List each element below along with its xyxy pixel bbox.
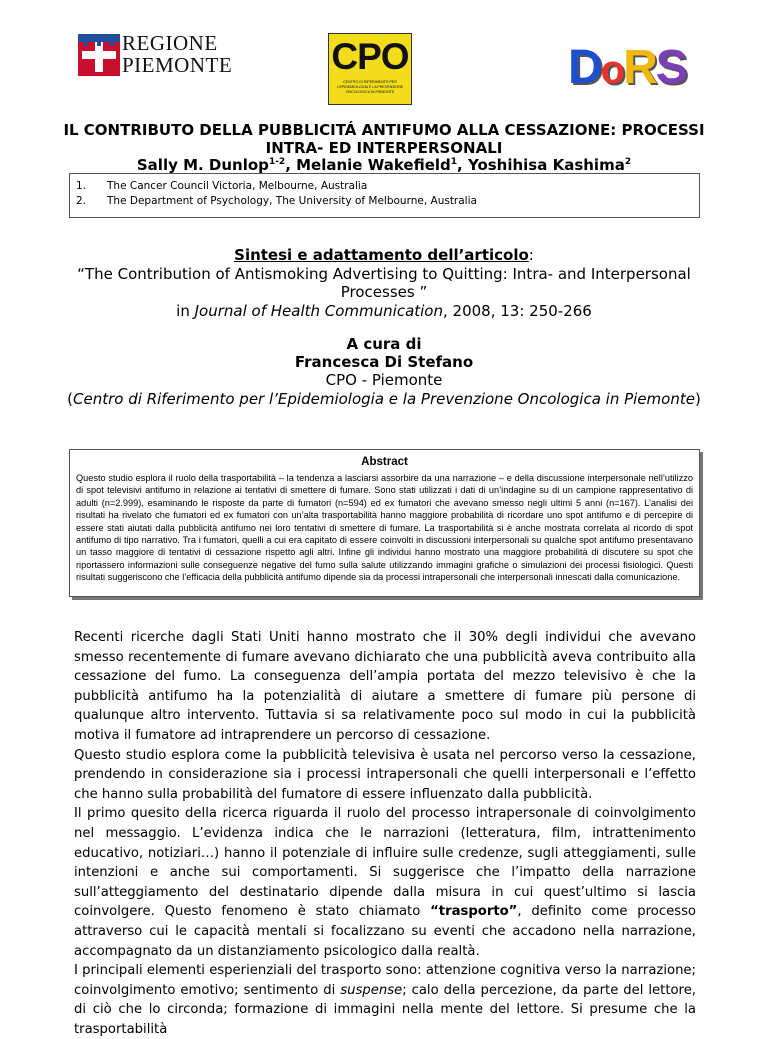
body-paragraph: Recenti ricerche dagli Stati Uniti hanno mostrato che il 30% degli individui che avevano smesso recentemente di fumare avevano dichiarato che una pubblicità aveva contribuito alla cessazione del fumo. La conseguenza dell’ampia portata del mezzo televisivo è che la pubblicità antifumo ha la potenzialità di aiutare a smettere di fumare più persone di qualunque altro intervento. Tuttavia si sa relativamente poco sul modo in cui la pubblicità motiva il fumatore ad intraprendere un percorso di cessazione. — [74, 630, 696, 743]
body-text-run: Il primo quesito della ricerca riguarda il ruolo del processo intrapersonale di coinvolgimento nel messaggio. L’evidenza indica che le narrazioni (letteratura, film, intrattenimento educativo, notiziari…) hanno il potenziale di influire sulle credenze, sugli atteggiamenti, sulle intenzioni e anche sui comportamenti. Si suggerisce che l’impatto della narrazione sull’atteggiamento del destinatario dipende dalla misura in cui quest’ultimo si lascia coinvolgere. Questo fenomeno è stato chiamato — [74, 806, 696, 920]
body-text — [74, 628, 696, 1039]
curator-label: A cura di — [346, 335, 422, 353]
cpo-logo-subtitle: CENTRO DI RIFERIMENTO PER L'EPIDEMIOLOGIA E LA PREVENZIONE ONCOLOGICA IN PIEMONTE — [336, 80, 404, 94]
dors-logo — [568, 37, 686, 99]
regione-logo-line2: PIEMONTE — [122, 53, 233, 77]
curator-name: Francesca Di Stefano — [294, 353, 474, 371]
body-text-run: ; calo della percezione, da parte del lettore, di ciò che lo circonda; formazione di immagini nella mente del lettore. Si presume che la trasportabilità — [74, 982, 696, 1037]
curator-org-full — [0, 390, 768, 409]
affiliations-box — [69, 173, 700, 218]
article-title-line1: “The Contribution of Antismoking Advertising to Quitting: Intra- and Interpersonal — [77, 265, 691, 283]
summary-heading-colon: : — [528, 246, 534, 264]
journal-name: Journal of Health Communication — [194, 302, 443, 320]
author-separator: , — [285, 156, 297, 174]
author-name: Sally M. Dunlop — [136, 156, 269, 174]
abstract-text: Questo studio esplora il ruolo della trasportabilità – la tendenza a lasciarsi assorbire da una narrazione – e della discussione interpersonale nell’utilizzo di spot televisivi antifumo in relazione ai tentativi di smettere di fumare. Sono stati utilizzati i dati di un’indagine su di un campione rappresentativo di adulti (n=2.999), esaminando le risposte da parte di fumatori (n=594) ed ex fumatori che avevano smesso negli ultimi 5 anni (n=167). L’analisi dei risultati ha rivelato che fumatori ed ex fumatori con un’alta trasportabilità hanno maggiore probabilità di ricordare uno spot antifumo e di percepire di essere stati aiutati dalla pubblicità antifumo nei loro tentativi di smettere di fumare. La trasportabilità si è anche mostrata correlata al ricordo di spot antifumo di tipo narrativo. Tra i fumatori, quelli a cui era capitato di essere coinvolti in discussioni interpersonali su qualche spot antifumo presentavano un tasso maggiore di tentativi di cessazione rispetto agli altri. Infine gli individui hanno mostrato una maggiore probabilità di discutere su spot che riportassero informazioni sulle conseguenze negative del fumo sulla salute utilizzando immagini grafiche o simulazioni dei processi fisiologici. Questi risultati suggeriscono che l’efficacia della pubblicità antifumo dipende sia da processi intrapersonali che interpersonali innescati dalla comunicazione. — [76, 473, 693, 583]
dors-logo-letter: S — [655, 41, 686, 94]
citation-reference: , 2008, 13: 250-266 — [443, 302, 592, 320]
curator-org-full-text: Centro di Riferimento per l’Epidemiologia e la Prevenzione Oncologica in Piemonte — [73, 390, 695, 408]
regione-logo-line1: REGIONE — [122, 31, 218, 55]
document-title-line2: INTRA- ED INTERPERSONALI — [265, 139, 503, 157]
summary-heading — [0, 246, 768, 265]
body-paragraph — [74, 961, 696, 1039]
affiliation-item — [76, 193, 477, 209]
author-affiliation-mark: 1-2 — [268, 157, 286, 167]
body-text-run: , definito come processo attraverso cui le capacità mentali si focalizzano su eventi che accadono nella narrazione, accompagnato da un distanziamento psicologico dalla realtà. — [74, 904, 697, 959]
dors-logo-letter: o — [600, 48, 624, 92]
body-emphasis: “trasporto” — [430, 904, 518, 920]
article-citation — [0, 302, 768, 321]
author-name: Melanie Wakefield — [296, 156, 451, 174]
dors-logo-letter: R — [623, 41, 656, 94]
paren-open: ( — [67, 390, 74, 408]
affiliation-item — [76, 178, 367, 194]
paren-close: ) — [694, 390, 701, 408]
cpo-logo-text: CPO — [331, 36, 409, 77]
article-title-line2: Processes ” — [340, 283, 428, 301]
affiliation-text: The Department of Psychology, The University of Melbourne, Australia — [107, 195, 477, 207]
author-affiliation-mark: 2 — [624, 157, 632, 167]
dors-logo-letter: D — [568, 41, 601, 94]
citation-in: in — [176, 302, 195, 320]
summary-heading-text: Sintesi e adattamento dell’articolo — [234, 246, 529, 264]
body-paragraph: Questo studio esplora come la pubblicità televisiva è usata nel percorso verso la cessazione, prendendo in considerazione sia i processi intrapersonali che quelli interpersonali e l’effetto che hanno sulla probabilità del fumatore di essere influenzato dalla pubblicità. — [74, 747, 696, 802]
abstract-title: Abstract — [361, 456, 408, 468]
curator-org: CPO - Piemonte — [325, 371, 443, 389]
regione-piemonte-logo — [78, 32, 236, 78]
abstract-box — [69, 449, 700, 597]
body-paragraph — [74, 804, 696, 961]
affiliation-number: 2. — [76, 195, 87, 207]
body-text-run: I principali elementi esperienziali del trasporto sono: attenzione cognitiva verso la narrazione; coinvolgimento emotivo; sentimento di — [74, 963, 696, 998]
author-affiliation-mark: 1 — [450, 157, 458, 167]
author-separator: , — [457, 156, 468, 174]
author-name: Yoshihisa Kashima — [467, 156, 625, 174]
cpo-logo — [328, 33, 412, 105]
document-title-line1: IL CONTRIBUTO DELLA PUBBLICITÁ ANTIFUMO ALLA CESSAZIONE: PROCESSI — [63, 121, 705, 139]
affiliation-number: 1. — [76, 180, 87, 192]
regione-flag-icon — [78, 34, 120, 76]
affiliation-text: The Cancer Council Victoria, Melbourne, Australia — [107, 180, 368, 192]
body-italic: suspense — [340, 982, 403, 998]
